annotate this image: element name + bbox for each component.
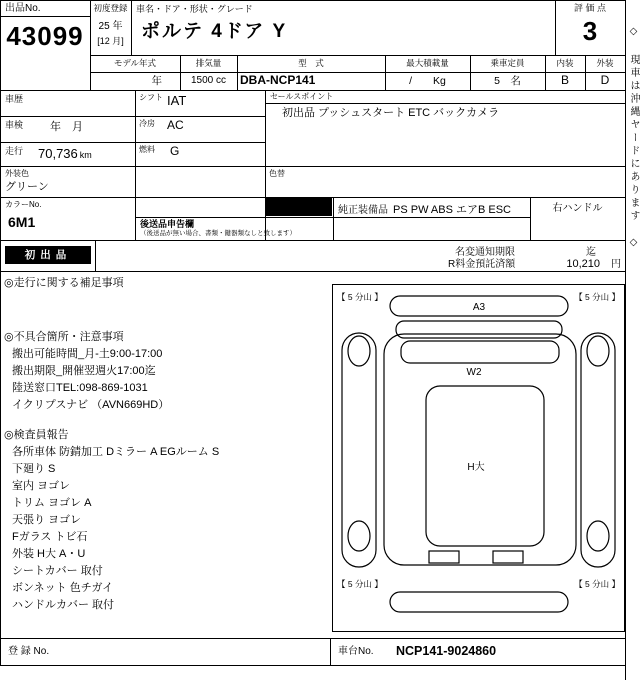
redacted-box [266, 198, 332, 216]
cooling-label: 冷房 [139, 119, 155, 128]
divider [333, 197, 334, 240]
exhibit-no-label: 出品No. [5, 3, 41, 14]
wheel-rear-left [348, 521, 370, 551]
sales-point-label: セールスポイント [270, 92, 334, 101]
divider [0, 142, 265, 143]
later-items-label: 後送品申告欄 [140, 219, 195, 229]
wheel-front-left [348, 336, 370, 366]
vehicle-diagram-panel [332, 284, 625, 632]
divider [131, 0, 132, 55]
tire-mark-top-left: 【 5 分山 】 [337, 292, 383, 302]
inspector-line: シートカバー 取付 [12, 565, 103, 577]
equipment-value: PS PW ABS エアB ESC [393, 204, 511, 216]
mileage-label: 走行 [5, 146, 24, 156]
divider [0, 0, 625, 1]
mileage-note-title: ◎走行に関する補足事項 [4, 277, 124, 289]
divider [0, 0, 1, 666]
equipment-line [338, 200, 511, 218]
rear-bumper-outline [390, 592, 568, 612]
displacement-label: 排気量 [195, 58, 222, 68]
first-reg-year: 25 年 [98, 21, 123, 32]
hood-outline [401, 341, 559, 363]
inspector-line: Fガラス トビ石 [12, 531, 88, 543]
exterior-color-value: グリーン [5, 181, 49, 193]
wheel-rear-right [587, 521, 609, 551]
defect-line: 搬出期限_開催翌週火17:00迄 [12, 365, 156, 377]
model-code-value: DBA-NCP141 [240, 73, 316, 87]
steering-value: 右ハンドル [552, 203, 603, 214]
score-label: 評 価 点 [573, 3, 606, 13]
right-side-outline [581, 333, 615, 567]
divider [135, 90, 136, 240]
max-load-label: 最大積載量 [406, 58, 449, 68]
mark-center-h: H大 [467, 462, 485, 473]
divider [0, 240, 625, 241]
exterior-color-label: 外装色 [5, 169, 29, 178]
divider [330, 638, 331, 666]
inspector-line: ハンドルカバー 取付 [12, 599, 115, 611]
vehicle-name: ポルテ 4ドア Y [141, 21, 288, 42]
front-panel-outline [396, 321, 562, 338]
divider [265, 103, 625, 104]
shift-label: シフト [139, 93, 163, 102]
first-reg-label: 初度登録 [93, 3, 128, 13]
vehicle-label: 車名・ドア・形状・グレード [136, 4, 253, 14]
capacity-value: 5 名 [494, 75, 521, 87]
registration-no-label: 登 録 No. [8, 646, 50, 657]
model-code-label: 型 式 [298, 58, 324, 68]
wheel-front-right [587, 336, 609, 366]
divider [0, 90, 625, 91]
defects-title: ◎不具合箇所・注意事項 [4, 331, 124, 343]
mark-roof-w2: W2 [466, 367, 482, 378]
mileage-value-group [38, 145, 92, 163]
equipment-label: 純正装備品 [338, 205, 388, 216]
first-exhibit-badge: 初出品 [5, 246, 91, 264]
inspector-line: トリム ヨゴレ A [12, 497, 92, 509]
cabin-outline [426, 386, 544, 546]
tire-mark-bottom-right: 【 5 分山 】 [574, 579, 620, 589]
fuel-label: 燃料 [139, 145, 155, 154]
defect-line: 陸送窓口TEL:098-869-1031 [12, 382, 148, 394]
inspector-line: ボンネット 色チガイ [12, 582, 114, 594]
interior-grade-value: B [560, 73, 569, 87]
model-year-value: 年 [151, 75, 162, 87]
divider [0, 665, 625, 666]
inspector-line: 天張り ヨゴレ [12, 514, 82, 526]
mileage-value: 70,736 [38, 146, 78, 161]
exterior-grade-value: D [600, 73, 610, 87]
deposit-currency: 円 [611, 259, 621, 270]
max-load-value: / Kg [409, 75, 446, 87]
displacement-value: 1500 cc [190, 75, 227, 86]
sales-point-text: 初出品 プッシュスタート ETC バックカメラ [282, 107, 500, 119]
model-year-label: モデル年式 [113, 58, 157, 68]
exhibit-no: 43099 [6, 21, 84, 51]
deposit-label: R料金預託済額 [448, 259, 516, 270]
name-change-label: 名変通知期限 [455, 247, 515, 258]
color-no-label: カラーNo. [5, 200, 42, 209]
tire-mark-top-right: 【 5 分山 】 [574, 292, 620, 302]
side-note-okinawa: ◇ 現車は沖縄ヤードにあります ◇ [628, 26, 639, 251]
later-items-note: （後送品が無い場合、書類・鍵器類なしと致します） [140, 230, 296, 237]
vehicle-diagram [333, 285, 624, 631]
tire-mark-bottom-left: 【 5 分山 】 [337, 579, 383, 589]
inspector-line: 下廻り S [12, 463, 56, 475]
rear-detail-right [493, 551, 523, 563]
divider [0, 116, 265, 117]
score-value: 3 [582, 16, 598, 46]
capacity-label: 乗車定員 [490, 58, 525, 68]
exterior-grade-label: 外装 [596, 58, 614, 68]
name-change-until: 迄 [586, 247, 596, 258]
defect-line: 搬出可能時間_月-土9:00-17:00 [12, 348, 163, 360]
mark-front-a3: A3 [472, 302, 486, 313]
cooling-value: AC [167, 118, 184, 132]
interior-grade-label: 内装 [556, 58, 574, 68]
divider [0, 638, 625, 639]
divider [0, 271, 625, 272]
left-side-outline [342, 333, 376, 567]
inspector-title: ◎検査員報告 [4, 429, 69, 441]
first-reg-month: [12 月] [97, 36, 124, 46]
history-label: 車歴 [5, 94, 24, 104]
divider [95, 240, 96, 271]
divider [0, 166, 625, 167]
chassis-no-label: 車台No. [338, 646, 374, 657]
divider [265, 90, 266, 240]
divider [0, 16, 90, 17]
inspector-line: 室内 ヨゴレ [12, 480, 71, 492]
inspector-line: 各所車体 防錆加工 Dミラー A EGルーム S [12, 446, 220, 458]
chassis-no-value: NCP141-9024860 [396, 644, 497, 658]
shift-value: IAT [167, 93, 187, 108]
rear-detail-left [429, 551, 459, 563]
inspector-line: 外装 H大 A・U [12, 548, 86, 560]
defect-line: イクリプスナビ （AVN669HD） [12, 399, 170, 411]
color-change-label: 色替 [269, 169, 285, 178]
fuel-value: G [170, 144, 180, 158]
inspection-label: 車検 [5, 120, 24, 130]
inspection-value: 年 月 [50, 121, 83, 133]
color-no-value: 6M1 [8, 214, 36, 230]
mileage-unit: km [79, 150, 92, 160]
deposit-amount: 10,210 [566, 258, 600, 270]
